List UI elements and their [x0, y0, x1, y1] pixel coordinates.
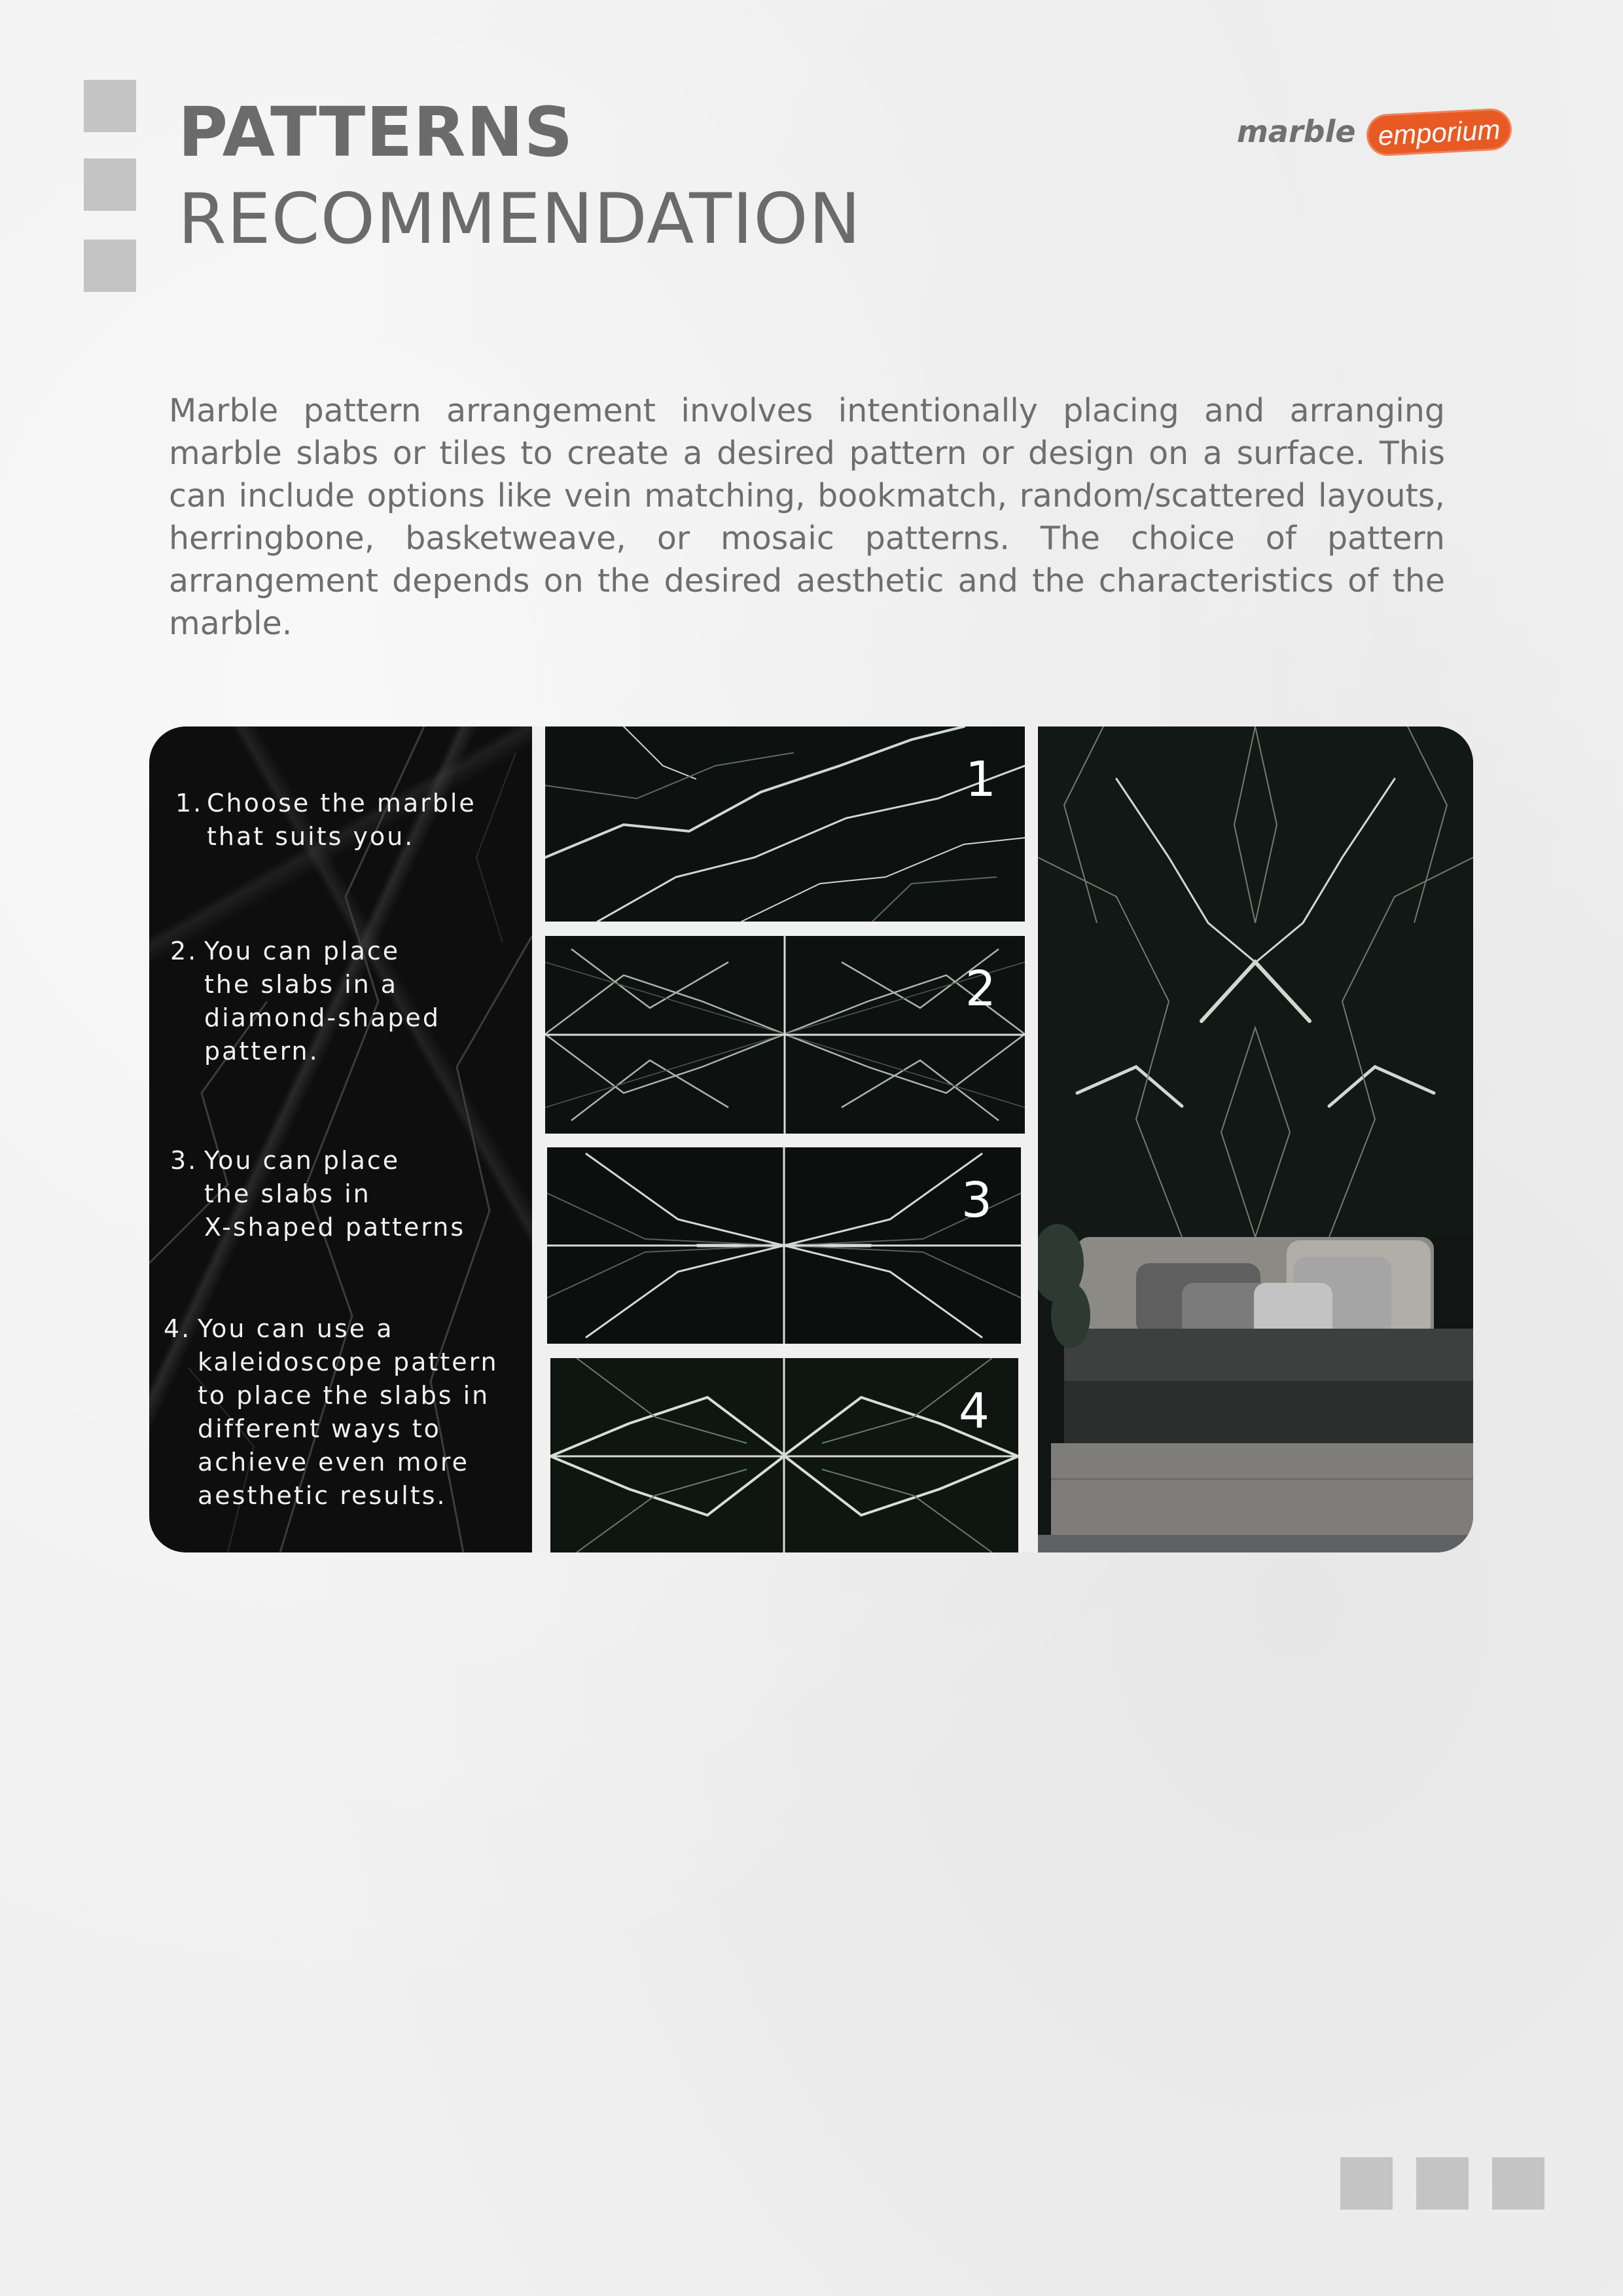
step-4-number: 4.: [164, 1314, 192, 1343]
step-3-line-1: You can place: [204, 1146, 401, 1175]
step-2-line-4: pattern.: [204, 1037, 319, 1066]
step-3: [170, 1144, 524, 1244]
steps-column: [149, 726, 532, 1552]
pattern-tile-3: [547, 1147, 1021, 1344]
step-4-line-3: to place the slabs in: [198, 1381, 490, 1410]
decor-square-top-2: [84, 158, 136, 211]
step-4-line-6: aesthetic results.: [198, 1481, 447, 1510]
marble-texture-tile-2: [545, 936, 1025, 1134]
page-title-line1: PATTERNS: [178, 92, 574, 172]
tile-number-3: 3: [961, 1172, 992, 1229]
bedroom-photo: [1038, 726, 1473, 1552]
logo-pill: [1365, 107, 1512, 157]
decor-square-bottom-1: [1340, 2157, 1393, 2210]
step-3-line-3: X-shaped patterns: [204, 1213, 466, 1242]
tile-number-4: 4: [958, 1383, 990, 1439]
step-1: [175, 787, 516, 853]
decor-square-top-1: [84, 80, 136, 132]
step-4: [164, 1312, 530, 1513]
tile-number-1: 1: [965, 751, 996, 808]
decor-square-top-3: [84, 240, 136, 292]
step-3-line-2: the slabs in: [204, 1179, 371, 1208]
pattern-tile-1: [545, 726, 1025, 922]
marble-texture-tile-3: [547, 1147, 1021, 1344]
step-4-line-4: different ways to: [198, 1414, 441, 1443]
patterns-panel: [149, 726, 1473, 1552]
page-title-line2: RECOMMENDATION: [178, 179, 862, 259]
step-2-line-3: diamond-shaped: [204, 1003, 440, 1032]
pattern-tile-4: [550, 1358, 1018, 1552]
step-2-line-2: the slabs in a: [204, 970, 399, 999]
marble-texture-tile-1: [545, 726, 1025, 922]
step-1-number: 1.: [175, 789, 204, 817]
step-1-line-2: that suits you.: [207, 822, 415, 851]
decor-square-bottom-2: [1416, 2157, 1469, 2210]
step-2-number: 2.: [170, 937, 198, 965]
step-2: [170, 935, 517, 1068]
step-4-line-1: You can use a: [198, 1314, 394, 1343]
logo-word-emporium: emporium: [1377, 114, 1501, 151]
step-4-line-2: kaleidoscope pattern: [198, 1348, 499, 1376]
tile-number-2: 2: [965, 961, 996, 1017]
step-3-number: 3.: [170, 1146, 198, 1175]
logo-word-marble: marble: [1237, 114, 1356, 149]
pattern-tile-2: [545, 936, 1025, 1134]
bedroom-illustration: [1038, 726, 1473, 1552]
marble-texture-tile-4: [550, 1358, 1018, 1552]
decor-square-bottom-3: [1492, 2157, 1544, 2210]
step-4-line-5: achieve even more: [198, 1448, 469, 1477]
intro-paragraph: Marble pattern arrangement involves intentionally placing and arranging marble slabs or tiles to create a desired pattern or design on a surface. This can include options like vein matching, bookmatch, random/scattered layouts, herringbone, basketweave, or mosaic patterns. The choice of pattern arrangement depends on the desired aesthetic and the characteristics of the marble.: [169, 392, 1445, 642]
step-1-line-1: Choose the marble: [207, 789, 476, 817]
step-2-line-1: You can place: [204, 937, 401, 965]
